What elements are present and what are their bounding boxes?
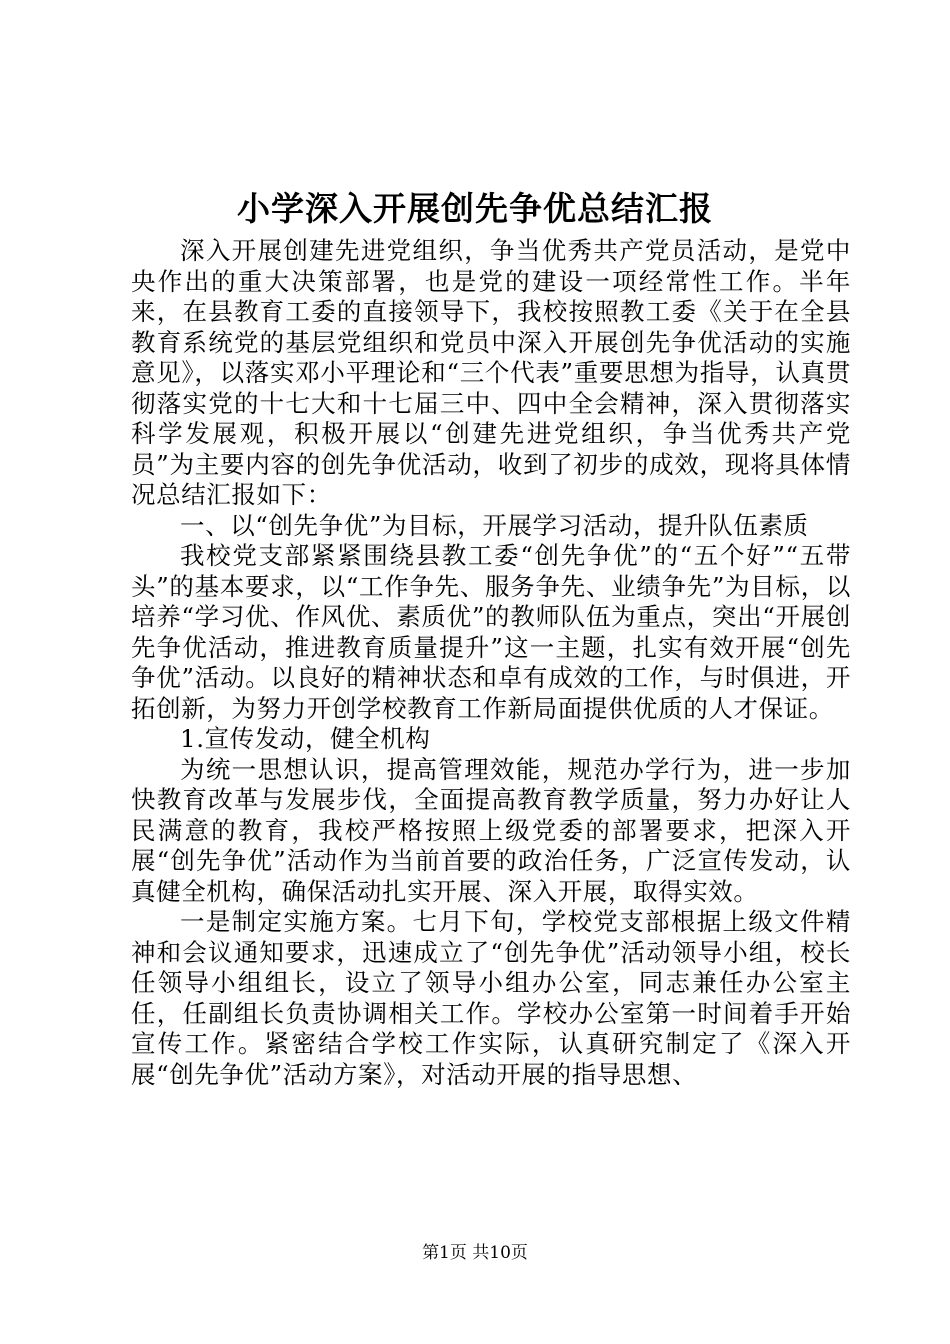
page-number-footer: 第1页 共10页 <box>422 1243 528 1263</box>
paragraph-plan: 一是制定实施方案。七月下旬，学校党支部根据上级文件精神和会议通知要求，迅速成立了“创先争优”活动领导小组，校长任领导小组组长，设立了领导小组办公室，同志兼任办公室主任，任副组长负责协调相关工作。学校办公室第一时间着手开始宣传工作。紧密结合学校工作实际，认真研究制定了《深入开展“创先争优”活动方案》，对活动开展的指导思想、 <box>131 907 851 1089</box>
document-title: 小学深入开展创先争优总结汇报 <box>237 189 713 228</box>
paragraph-intro: 深入开展创建先进党组织，争当优秀共产党员活动，是党中央作出的重大决策部署，也是党的建设一项经常性工作。半年来，在县教育工委的直接领导下，我校按照教工委《关于在全县教育系统党的基层党组织和党员中深入开展创先争优活动的实施意见》，以落实邓小平理论和“三个代表”重要思想为指导，认真贯彻落实党的十七大和十七届三中、四中全会精神，深入贯彻落实科学发展观，积极开展以“创建先进党组织，争当优秀共产党员”为主要内容的创先争优活动，收到了初步的成效，现将具体情况总结汇报如下： <box>131 236 851 509</box>
subheading-1-1: 1.宣传发动，健全机构 <box>180 724 431 753</box>
section-heading-1: 一、以“创先争优”为目标，开展学习活动，提升队伍素质 <box>180 510 809 540</box>
paragraph-section-1: 我校党支部紧紧围绕县教工委“创先争优”的“五个好”“五带头”的基本要求，以“工作争先、服务争先、业绩争先”为目标，以培养“学习优、作风优、素质优”的教师队伍为重点，突出“开展创先争优活动，推进教育质量提升”这一主题，扎实有效开展“创先争优”活动。以良好的精神状态和卓有成效的工作，与时俱进，开拓创新，为努力开创学校教育工作新局面提供优质的人才保证。 <box>131 541 851 723</box>
paragraph-subsection-1-1: 为统一思想认识，提高管理效能，规范办学行为，进一步加快教育改革与发展步伐，全面提高教育教学质量，努力办好让人民满意的教育，我校严格按照上级党委的部署要求，把深入开展“创先争优”活动作为当前首要的政治任务，广泛宣传发动，认真健全机构，确保活动扎实开展、深入开展，取得实效。 <box>131 754 851 906</box>
document-body <box>131 236 851 1090</box>
